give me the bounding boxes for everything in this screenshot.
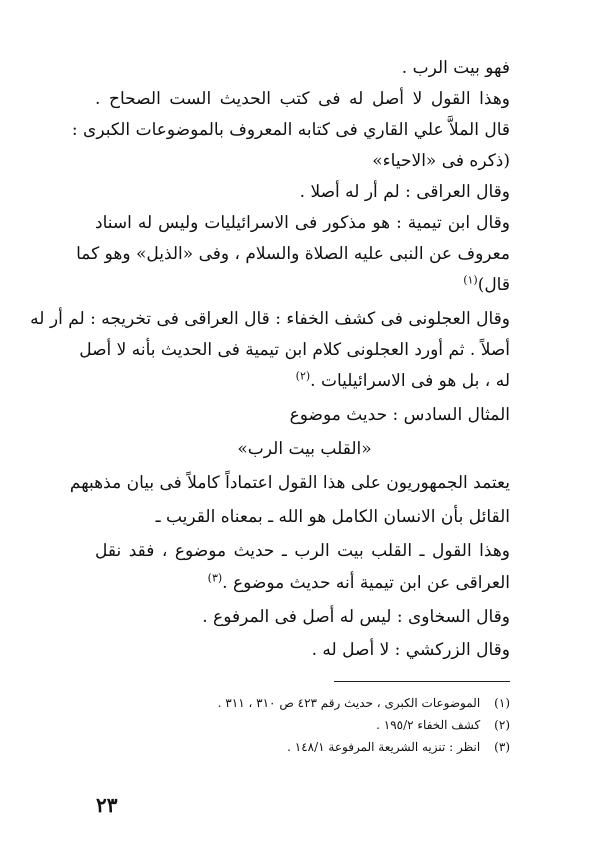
footnote (95, 714, 510, 736)
body-line: القائل بأن الانسان الكامل هو الله ـ بمعناه القريب ـ (155, 507, 510, 527)
body-line: يعتمد الجمهوريون على هذا القول اعتماداً كاملاً فى بيان مذهبهم (69, 473, 510, 493)
body-line: وهذا القول ـ القلب بيت الرب ـ حديث موضوع ، فقد نقل (95, 541, 510, 561)
body-line: معروف عن النبى عليه الصلاة والسلام ، وفى «الذيل» وهو كما (76, 244, 510, 264)
body-line: وقال العجلونى فى كشف الخفاء : قال العراقى فى تخريجه : لم أر له (30, 309, 510, 329)
footnote-number: (٣) (494, 740, 510, 754)
body-line: وقال السخاوى : ليس له أصل فى المرفوع . (202, 607, 510, 627)
body-line: وقال ابن تيمية : هو مذكور فى الاسرائيليات وليس له اسناد (95, 213, 510, 233)
footnote-ref: (١) (463, 273, 478, 287)
body-line: أصلاً . ثم أورد العجلونى كلام ابن تيمية فى الحديث بأنه لا أصل (79, 340, 510, 360)
footnote (95, 692, 510, 714)
section-heading: المثال السادس : حديث موضوع (289, 405, 510, 425)
body-line: قال الملاَّ علي القاري فى كتابه المعروف بالموضوعات الكبرى : (71, 120, 510, 140)
hadith-title: «القلب بيت الرب» (237, 439, 372, 459)
body-line: (ذكره فى «الاحياء» (372, 151, 510, 171)
body-line (95, 568, 510, 598)
footnote-ref: (٣) (207, 571, 223, 585)
footnote (95, 736, 510, 758)
body-line: وهذا القول لا أصل له فى كتب الحديث الست الصحاح . (95, 89, 510, 109)
body-line-text: العراقى عن ابن تيمية أنه حديث موضوع . (222, 573, 510, 593)
body-line (95, 366, 510, 396)
body-line: فهو بيت الرب . (401, 58, 510, 78)
footnote-text: انظر : تنزيه الشريعة المرفوعة ١٤٨/١ . (287, 740, 481, 754)
footnote-text: كشف الخفاء ١٩٥/٢ . (376, 718, 481, 732)
body-line-text: له ، بل هو فى الاسرائيليات . (310, 371, 510, 391)
footnote-text: الموضوعات الكبرى ، حديث رقم ٤٢٣ ص ٣١٠ ، ٣١١ . (217, 696, 481, 710)
body-line: وقال الزركشي : لا أصل له . (311, 640, 510, 660)
footnote-divider (334, 681, 510, 682)
body-line-text: قال) (477, 275, 510, 295)
footnote-number: (١) (494, 696, 510, 710)
page-number: ٢٣ (96, 793, 118, 817)
body-line: وقال العراقى : لم أر له أصلا . (299, 182, 510, 202)
footnote-ref: (٢) (295, 369, 311, 383)
body-line (95, 270, 510, 300)
footnote-number: (٢) (494, 718, 510, 732)
